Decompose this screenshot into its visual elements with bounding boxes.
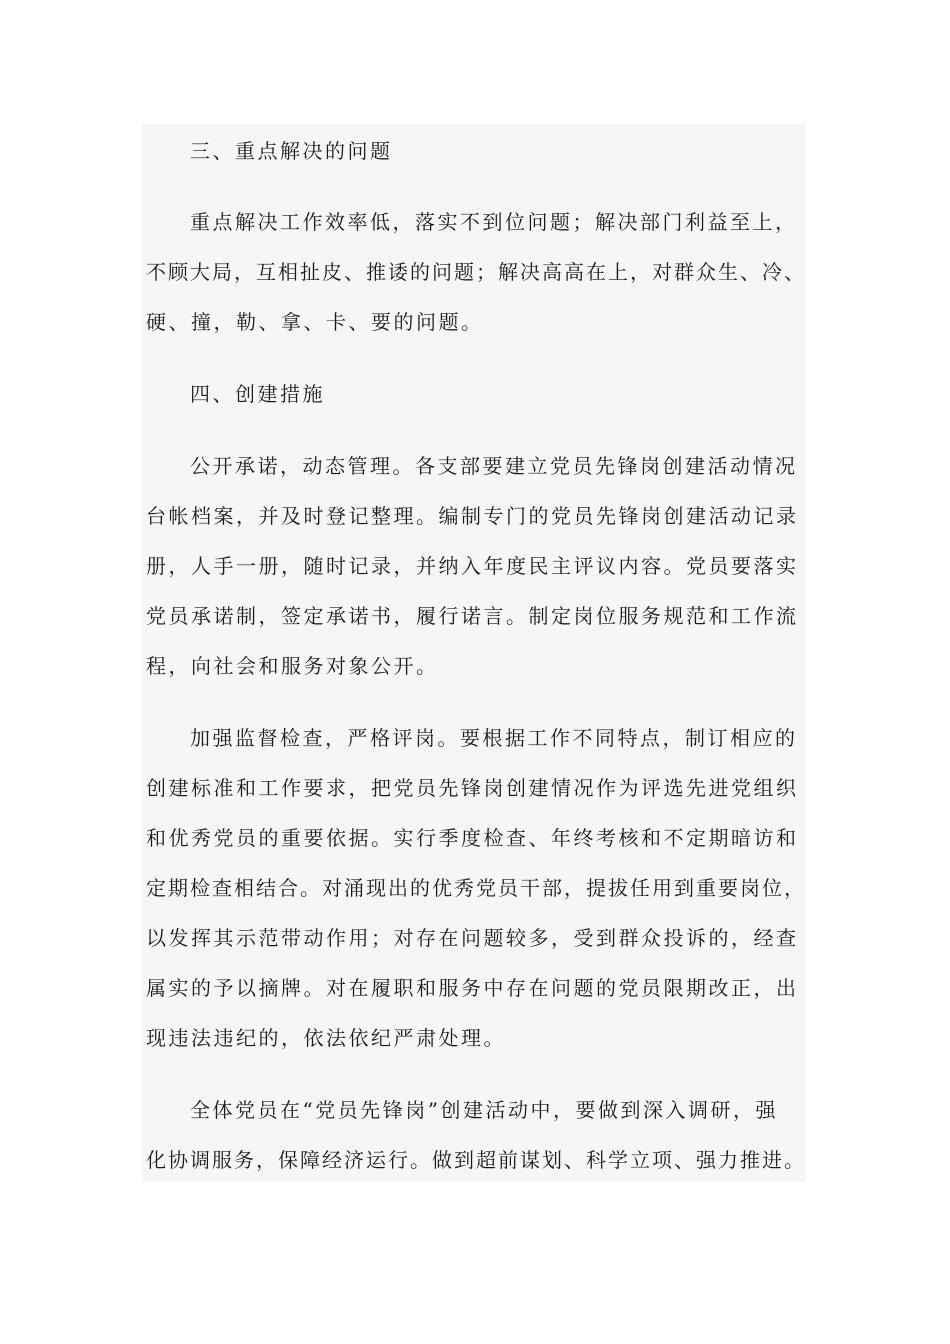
paragraph-line: 以发挥其示范带动作用；对存在问题较多，受到群众投诉的，经查 [146,926,799,950]
paragraph-line: 属实的予以摘牌。对在履职和服务中存在问题的党员限期改正，出 [146,976,799,1000]
paragraph-line: 硬、撞，勒、拿、卡、要的问题。 [146,310,484,334]
paragraph-line: 台帐档案，并及时登记整理。编制专门的党员先锋岗创建活动记录 [146,504,799,528]
paragraph-line: 定期检查相结合。对涌现出的优秀党员干部，提拔任用到重要岗位， [146,876,806,900]
paragraph-line: 全体党员在“党员先锋岗”创建活动中，要做到深入调研，强 [190,1098,778,1122]
paragraph-line: 化协调服务，保障经济运行。做到超前谋划、科学立项、强力推进。 [146,1148,806,1172]
paragraph-line: 和优秀党员的重要依据。实行季度检查、年终考核和不定期暗访和 [146,826,799,850]
paragraph-line: 公开承诺，动态管理。各支部要建立党员先锋岗创建活动情况 [190,454,798,478]
paragraph-line: 党员承诺制，签定承诺书，履行诺言。制定岗位服务规范和工作流 [146,604,799,628]
paragraph-line: 册，人手一册，随时记录，并纳入年度民主评议内容。党员要落实 [146,554,799,578]
paragraph-line: 加强监督检查，严格评岗。要根据工作不同特点，制订相应的 [190,726,798,750]
section-heading: 四、创建措施 [190,382,325,406]
section-heading: 三、重点解决的问题 [190,139,393,163]
paragraph-line: 程，向社会和服务对象公开。 [146,654,439,678]
paragraph-line: 创建标准和工作要求，把党员先锋岗创建情况作为评选先进党组织 [146,776,799,800]
paragraph-line: 重点解决工作效率低，落实不到位问题；解决部门利益至上， [190,210,798,234]
paragraph-line: 不顾大局，互相扯皮、推诿的问题；解决高高在上，对群众生、冷、 [146,260,806,284]
paragraph-line: 现违法违纪的，依法依纪严肃处理。 [146,1026,506,1050]
